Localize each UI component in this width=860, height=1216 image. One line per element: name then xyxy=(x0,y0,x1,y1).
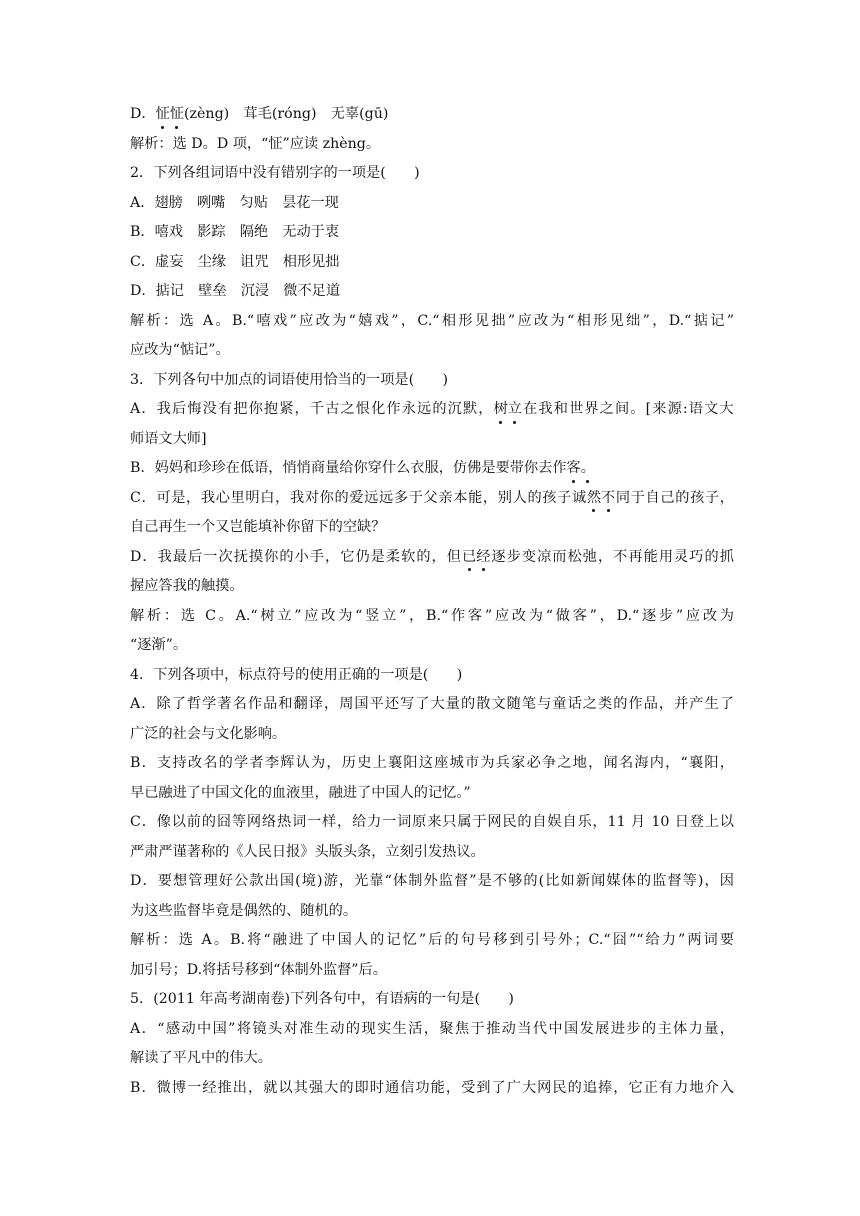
text-line-26: 严肃严谨著称的《人民日报》头版头条，立刻引发热议。 xyxy=(130,843,485,860)
text-line-15: 自己再生一个又岂能填补你留下的空缺？ xyxy=(130,519,386,535)
text-line-1: D．怔怔(zèng) 茸毛(róng) 无辜(gū) xyxy=(130,100,734,130)
emphasis-char: 经 xyxy=(476,543,490,573)
emphasis-char: 树 xyxy=(494,395,508,425)
text-line-27: D．要想管理好公款出国(境)游，光靠“体制外监督”是不够的(比如新闻媒体的监督等)，因 xyxy=(130,873,734,889)
document-page xyxy=(130,100,734,1103)
emphasis-char: 然 xyxy=(587,484,601,514)
text-line-34: B．微博一经推出，就以其强大的即时通信功能，受到了广大网民的追捧，它正有力地介入 xyxy=(130,1079,734,1096)
text-line-12: 师语文大师] xyxy=(130,430,207,447)
text-line-24: 早已融进了中国文化的血液里，融进了中国人的记忆。” xyxy=(130,784,471,801)
text-line-21: A．除了哲学著名作品和翻译，周国平还写了大量的散文随笔与童话之类的作品，并产生了 xyxy=(130,696,734,712)
text-line-31: 5．(2011 年高考湖南卷)下列各句中，有语病的一句是( ) xyxy=(130,991,514,1007)
text-line-25: C．像以前的囧等网络热词一样，给力一词原来只属于网民的自娱自乐，11 月 10 日登上以 xyxy=(130,814,734,830)
text-line-32: A．“感动中国”将镜头对准生动的现实生活，聚焦于推动当代中国发展进步的主体力量， xyxy=(130,1020,734,1037)
text-line-7: D．掂记 壁垒 沉浸 微不足道 xyxy=(130,283,341,299)
emphasis-char: 已 xyxy=(462,543,476,573)
text-line-17: 握应答我的触摸。 xyxy=(130,578,244,594)
text-line-28: 为这些监督毕竟是偶然的、随机的。 xyxy=(130,902,358,919)
text-line-20: 4．下列各项中，标点符号的使用正确的一项是( ) xyxy=(130,666,463,683)
text-line-5: B．嘻戏 影踪 隔绝 无动于衷 xyxy=(130,224,340,240)
text-line-29: 解析：选 A。B.将“融进了中国人的记忆”后的句号移到引号外；C.“囧”“给力”两词要 xyxy=(130,932,734,948)
emphasis-char: 。 xyxy=(581,454,595,484)
text-line-30: 加引号；D.将括号移到“体制外监督”后。 xyxy=(130,961,387,978)
text-line-8: 解析：选 A。B.“嘻戏”应改为“嬉戏”，C.“相形见拙”应改为“相形见绌”，D.“掂记” xyxy=(130,312,734,329)
text-line-3: 2．下列各组词语中没有错别字的一项是( ) xyxy=(130,165,420,181)
text-line-14: C．可是，我心里明白，我对你的爱远远多于父亲本能，别人的孩子诚然不同于自己的孩子， xyxy=(130,484,734,514)
text-line-9: 应改为“惦记”。 xyxy=(130,342,230,358)
emphasis-char: 立 xyxy=(508,395,522,425)
text-line-19: “逐渐”。 xyxy=(130,637,188,653)
text-line-33: 解读了平凡中的伟大。 xyxy=(130,1050,272,1066)
text-line-18: 解析：选 C。A.“树立”应改为“竖立”，B.“作客”应改为“做客”，D.“逐步”应改为 xyxy=(130,607,734,624)
emphasis-char: 怔 xyxy=(170,100,184,130)
emphasis-char: 不 xyxy=(601,484,615,514)
text-line-13: B．妈妈和珍珍在低语，悄悄商量给你穿什么衣服，仿佛是要带你去作客。 xyxy=(130,454,734,484)
text-line-4: A．翅膀 咧嘴 匀贴 昙花一现 xyxy=(130,194,339,211)
text-line-10: 3．下列各句中加点的词语使用恰当的一项是( ) xyxy=(130,371,449,388)
text-line-6: C．虚妄 尘缘 诅咒 相形见拙 xyxy=(130,253,340,270)
text-line-11: A．我后悔没有把你抱紧，千古之恨化作永远的沉默，树立在我和世界之间。[来源:语文大 xyxy=(130,395,734,425)
text-line-2: 解析：选 D。D 项，“怔”应读 zhèng。 xyxy=(130,135,381,152)
emphasis-char: 怔 xyxy=(156,100,170,130)
text-line-16: D．我最后一次抚摸你的小手，它仍是柔软的，但已经逐步变凉而松弛，不再能用灵巧的抓 xyxy=(130,543,734,573)
text-line-23: B．支持改名的学者李辉认为，历史上襄阳这座城市为兵家必争之地，闻名海内，“襄阳， xyxy=(130,755,734,771)
text-line-22: 广泛的社会与文化影响。 xyxy=(130,725,287,742)
emphasis-char: 客 xyxy=(567,454,581,484)
